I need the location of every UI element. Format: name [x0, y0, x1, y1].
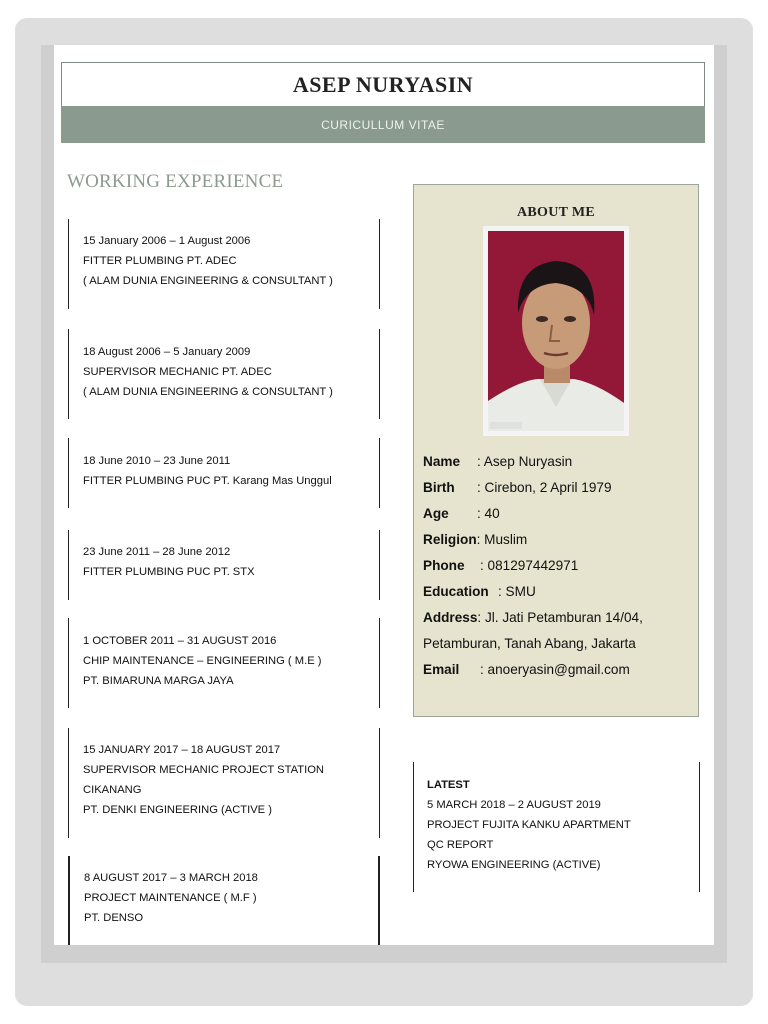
info-label: Birth: [423, 480, 455, 495]
personal-info: [423, 449, 693, 683]
job-line: FITTER PLUMBING PT. ADEC: [83, 255, 237, 267]
info-value: : Cirebon, 2 April 1979: [477, 480, 612, 495]
job-line: FITTER PLUMBING PUC PT. STX: [83, 566, 255, 578]
job-entry: [68, 438, 380, 508]
job-line: ( ALAM DUNIA ENGINEERING & CONSULTANT ): [83, 275, 333, 287]
info-row-birth: [423, 475, 693, 501]
job-line: 15 January 2006 – 1 August 2006: [83, 235, 251, 247]
job-line: 18 August 2006 – 5 January 2009: [83, 346, 251, 358]
job-line: 8 AUGUST 2017 – 3 MARCH 2018: [84, 872, 258, 884]
info-value: : Asep Nuryasin: [477, 454, 573, 469]
job-line: CHIP MAINTENANCE – ENGINEERING ( M.E ): [83, 655, 322, 667]
latest-heading: LATEST: [427, 779, 470, 791]
info-value: : SMU: [498, 584, 536, 599]
job-line: 1 OCTOBER 2011 – 31 AUGUST 2016: [83, 635, 277, 647]
job-entry: [68, 618, 380, 708]
info-row-name: [423, 449, 693, 475]
latest-line: QC REPORT: [427, 839, 494, 851]
job-entry: [68, 530, 380, 600]
info-label: Name: [423, 454, 461, 469]
info-label: Phone: [423, 558, 465, 573]
experience-heading: WORKING EXPERIENCE: [67, 171, 284, 192]
info-row-age: [423, 501, 693, 527]
info-value: : Muslim: [476, 532, 528, 547]
info-value: Petamburan, Tanah Abang, Jakarta: [423, 636, 636, 651]
person-name: ASEP NURYASIN: [292, 71, 474, 97]
job-line: PT. BIMARUNA MARGA JAYA: [83, 675, 234, 687]
job-line: PT. DENKI ENGINEERING (ACTIVE ): [83, 804, 272, 816]
job-line: ( ALAM DUNIA ENGINEERING & CONSULTANT ): [83, 386, 333, 398]
info-value: : Jl. Jati Petamburan 14/04,: [477, 610, 643, 625]
portrait-image: [488, 231, 624, 431]
info-row-education: [423, 579, 693, 605]
info-row-address: [423, 605, 693, 631]
info-row-address-cont: [423, 631, 693, 657]
job-line: SUPERVISOR MECHANIC PROJECT STATION: [83, 764, 324, 776]
info-row-religion: [423, 527, 693, 553]
info-label: Age: [423, 506, 449, 521]
about-me-panel: [413, 184, 699, 717]
info-label: Email: [423, 662, 460, 677]
about-me-heading: ABOUT ME: [517, 205, 595, 220]
job-line: PT. DENSO: [84, 912, 144, 924]
job-line: 23 June 2011 – 28 June 2012: [83, 546, 231, 558]
job-line: 15 JANUARY 2017 – 18 AUGUST 2017: [83, 744, 281, 756]
job-entry: [68, 728, 380, 838]
job-entry: [68, 329, 380, 419]
latest-line: RYOWA ENGINEERING (ACTIVE): [427, 859, 601, 871]
info-label: Religion: [423, 532, 477, 547]
info-value: : 40: [477, 506, 500, 521]
latest-line: 5 MARCH 2018 – 2 AUGUST 2019: [427, 799, 601, 811]
info-row-phone: [423, 553, 693, 579]
info-value: : 081297442971: [480, 558, 579, 573]
name-header: [61, 62, 705, 106]
subtitle-bar: [61, 106, 705, 143]
info-label: Education: [423, 584, 489, 599]
info-label: Address: [423, 610, 478, 625]
info-value: : anoeryasin@gmail.com: [480, 662, 630, 677]
document-subtitle: CURICULLUM VITAE: [321, 117, 445, 132]
job-entry: [68, 219, 380, 309]
profile-photo: [483, 226, 629, 436]
job-line: CIKANANG: [83, 784, 142, 796]
job-line: SUPERVISOR MECHANIC PT. ADEC: [83, 366, 272, 378]
latest-line: PROJECT FUJITA KANKU APARTMENT: [427, 819, 631, 831]
job-entry: [68, 856, 380, 945]
job-line: PROJECT MAINTENANCE ( M.F ): [84, 892, 257, 904]
latest-job: [413, 762, 700, 892]
job-line: 18 June 2010 – 23 June 2011: [83, 455, 231, 467]
job-line: FITTER PLUMBING PUC PT. Karang Mas Unggul: [83, 475, 332, 487]
info-row-email: [423, 657, 693, 683]
